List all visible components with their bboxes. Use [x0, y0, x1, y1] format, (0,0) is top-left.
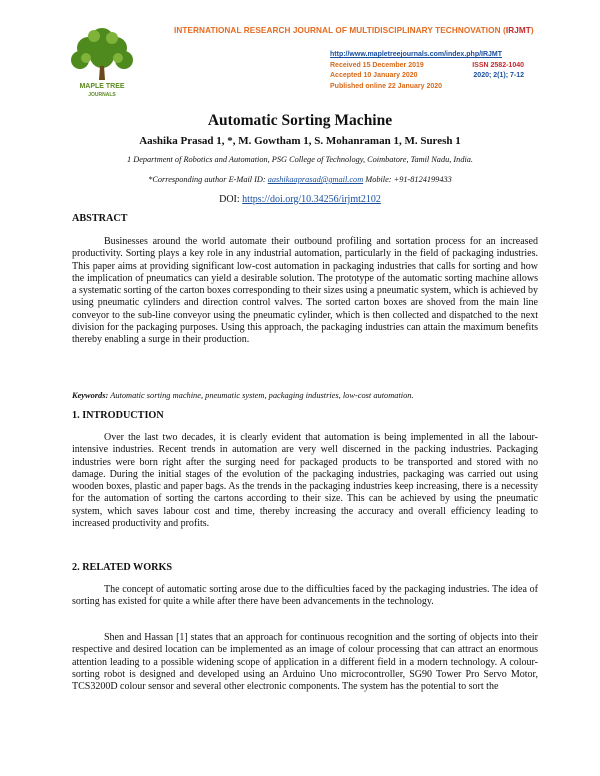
corresponding-prefix: *Corresponding author E-Mail ID: [148, 175, 268, 184]
journal-name [174, 26, 534, 35]
corresponding-author [0, 175, 600, 184]
keywords-text: Automatic sorting machine, pneumatic system, packaging industries, low-cost automation. [108, 391, 414, 400]
published-date: Published online 22 January 2020 [330, 82, 443, 90]
article-meta [330, 50, 524, 92]
journal-acronym: IRJMT [505, 26, 531, 35]
abstract-text: Businesses around the world automate their outbound profiling and sortation process for an increased productivity. Sorting plays a key role in any industrial automation, particularly in the field of packaging industries. This paper aims at providing significant low-cost automation in packaging industries that calls for sorting and how the implication of pneumatics can yield a desirable solution. The prototype of the automatic sorting machine allows a systematic sorting of the carton boxes corresponding to their sizes using a pneumatic system, which is achieved by using pneumatic cylinders and direction control valves. The sorted carton boxes are shoved from the main line conveyor to the sub-line conveyor using the pneumatic cylinder, which is then collected and dispatched to the next division for the packaging purposes. Using this approach, the packaging industries can attain the maximum benefits thereby enabling a surge in their production. [72, 236, 538, 346]
related-works-para2: Shen and Hassan [1] states that an approach for continuous recognition and the sorting of objects into their respective and desired location can be implemented as an image of colour processing that can attract an enormous attention leading to a possible widening scope of application in a different field in a modern technology. A colour-sorting robot is designed and developed using an Arduino Uno microcontroller, SG90 Tower Pro Servo Motor, TCS3200D colour sensor and several other electronic components. The system has the potential to sort the [72, 632, 538, 693]
keywords-label: Keywords: [72, 391, 109, 400]
affiliation: 1 Department of Robotics and Automation, PSG College of Technology, Coimbatore, Tamil Nadu, India. [126, 155, 473, 164]
journal-url[interactable]: http://www.mapletreejournals.com/index.php/IRJMT [330, 51, 503, 58]
email-link[interactable]: aashikaaprasad@gmail.com [267, 175, 364, 184]
doi-label: DOI: [219, 194, 243, 205]
journal-close: ) [530, 26, 534, 35]
related-works-heading: 2. RELATED WORKS [72, 562, 173, 573]
logo-text [58, 83, 146, 99]
journal-title: INTERNATIONAL RESEARCH JOURNAL OF MULTIDISCIPLINARY TECHNOVATION ( [174, 26, 506, 35]
accepted-date: Accepted 10 January 2020 [330, 72, 418, 80]
logo-text-line2: JOURNALS [88, 92, 116, 98]
doi-link[interactable]: https://doi.org/10.34256/irjmt2102 [242, 194, 381, 205]
received-date: Received 15 December 2019 [330, 61, 424, 69]
related-works-para1: The concept of automatic sorting arose due to the difficulties faced by the packaging industries. The idea of sorting has existed for quite a while after there have been advancements in the technology. [72, 584, 538, 608]
introduction-text: Over the last two decades, it is clearly evident that automation is being implemented in all the labour-intensive industries. Recent trends in automation are very well discerned in the packing industries. Packaging industries were born right after the surging need for packaged products to be transported and stored with no damage. During the initial stages of the evolution of the packaging industries, packaging was carried out using wooden boxes, plastic and paper bags. As the trends in the packaging industries keep increasing, there is a necessity for the automation of sorting the cartons according to their size. This can be achieved by using the pneumatic system, which saves labour cost and time, thereby increasing the accuracy and overall efficiency leading to increased productivity and profits. [72, 432, 538, 530]
paper-title: Automatic Sorting Machine [207, 112, 393, 129]
issn: ISSN 2582-1040 [472, 61, 524, 69]
keywords [72, 391, 538, 400]
abstract-heading: ABSTRACT [72, 213, 128, 224]
logo-text-line1: MAPLE TREE [79, 83, 125, 90]
author-list: Aashika Prasad 1, *, M. Gowtham 1, S. Mohanraman 1, M. Suresh 1 [139, 135, 461, 147]
volume-info: 2020; 2(1); 7-12 [473, 72, 524, 80]
introduction-heading: 1. INTRODUCTION [72, 410, 164, 421]
doi-line [0, 194, 600, 205]
mobile-number: Mobile: +91-8124199433 [363, 175, 452, 184]
